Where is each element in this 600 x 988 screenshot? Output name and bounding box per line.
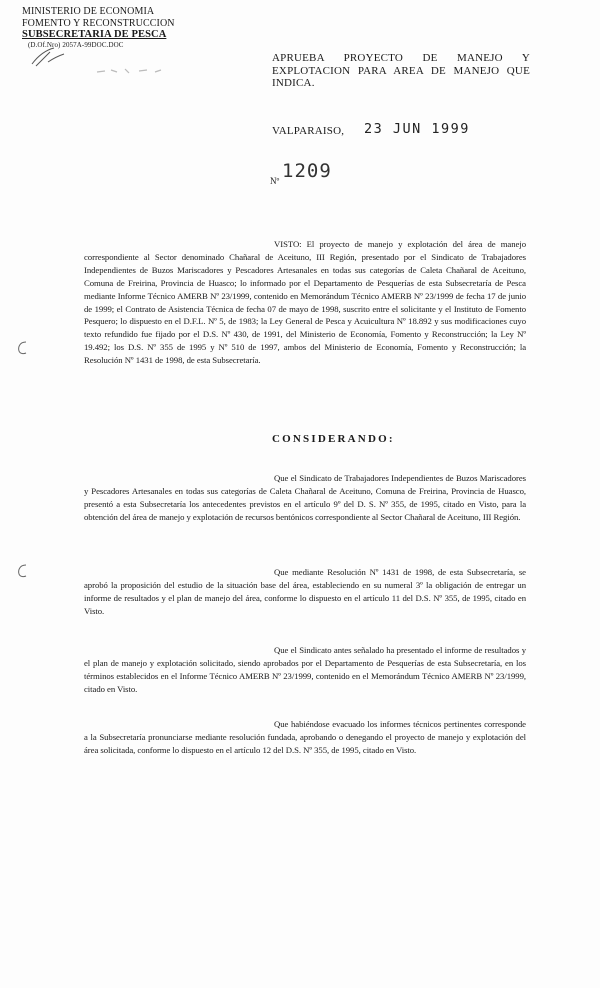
ministry-line-2: FOMENTO Y RECONSTRUCCION (22, 17, 175, 29)
considerando-paragraph-4: Que habiéndose evacuado los informes técnicos pertinentes corresponde a la Subsecretaría pronunciarse mediante resolución fundada, aprobando o denegando el proyecto de manejo y explotación del área solicitada, conforme lo dispuesto en el artículo 12 del D.S. Nº 355, de 1995, citado en Visto. (84, 719, 526, 755)
resolution-number (270, 160, 390, 190)
number-value: 1209 (282, 160, 332, 182)
handwritten-mark-icon (28, 44, 98, 68)
document-reference: (D.Of.Nro) 2057A-99DOC.DOC (28, 40, 124, 49)
binder-hole-icon (16, 563, 28, 579)
date-stamp: 23 JUN 1999 (364, 121, 470, 137)
visto-paragraph: VISTO: El proyecto de manejo y explotación del área de manejo correspondiente al Sector denominado Chañaral de Aceituno, III Región, presentado por el Sindicato de Trabajadores Independientes de Buzos Mariscadores y Pescadores Artesanales en todas sus categorías de Caleta Chañaral de Aceituno, Comuna de Freirina, Provincia de Huasco; lo informado por el Departamento de Pesquerías de esta Subsecretaría de Pesca mediante Informe Técnico AMERB Nº 23/1999, contenido en Memorándum Técnico AMERB Nº 23/1999 de fecha 17 de junio de 1999; el Contrato de Asistencia Técnica de fecha 07 de mayo de 1998, suscrito entre el solicitante y el Instituto de Fomento Pesquero; lo dispuesto en el D.F.L. Nº 5, de 1983; la Ley General de Pesca y Acuicultura Nº 18.892 y sus modificaciones cuyo texto refundido fue fijado por el D.S. Nº 430, de 1991, del Ministerio de Economía, Fomento y Reconstrucción; la Ley Nº 19.492; los D.S. Nº 355 de 1995 y Nº 510 de 1997, ambos del Ministerio de Economía, Fomento y Reconstrucción; la Resolución Nº 1431 de 1998, de esta Subsecretaría. (84, 239, 526, 366)
place-name: VALPARAISO, (272, 125, 345, 137)
letterhead (22, 6, 192, 49)
place-date (272, 121, 532, 143)
number-label: Nº (270, 176, 280, 186)
considerando-paragraph-1: Que el Sindicato de Trabajadores Independientes de Buzos Mariscadores y Pescadores Artesanales en todas sus categorías de Caleta Chañaral de Aceituno, Comuna de Freirina, Provincia de Huasco, presentó a esta Subsecretaría los antecedentes previstos en el artículo 9º del D. S. Nº 355, de 1995, citado en Visto, para la obtención del área de manejo y explotación de recursos bentónicos correspondiente al Sector Chañaral de Aceituno, III Región. (84, 473, 526, 522)
considerando-paragraph-2: Que mediante Resolución Nº 1431 de 1998, de esta Subsecretaría, se aprobó la proposición del estudio de la situación base del área, estableciendo en su numeral 3º la obligación de entregar un informe de resultados y el plan de manejo del área, conforme lo dispuesto en el artículo 11 del D.S. Nº 355, de 1995, citado en Visto. (84, 567, 526, 616)
subject-line: APRUEBA PROYECTO DE MANEJO Y EXPLOTACION PARA AREA DE MANEJO QUE INDICA. (272, 52, 530, 89)
binder-hole-icon (16, 340, 28, 356)
faded-stamp-icon (95, 60, 175, 82)
considerando-paragraph-3: Que el Sindicato antes señalado ha presentado el informe de resultados y el plan de manejo y explotación solicitado, siendo aprobados por el Departamento de Pesquerías de esta Subsecretaría, en los términos establecidos en el Informe Técnico AMERB Nº 23/1999, contenido en el Memorándum Técnico AMERB Nº 23/1999, citado en Visto. (84, 645, 526, 694)
considerando-heading: CONSIDERANDO: (272, 433, 395, 445)
department-name: SUBSECRETARIA DE PESCA (22, 29, 167, 40)
ministry-line-1: MINISTERIO DE ECONOMIA (22, 6, 155, 17)
